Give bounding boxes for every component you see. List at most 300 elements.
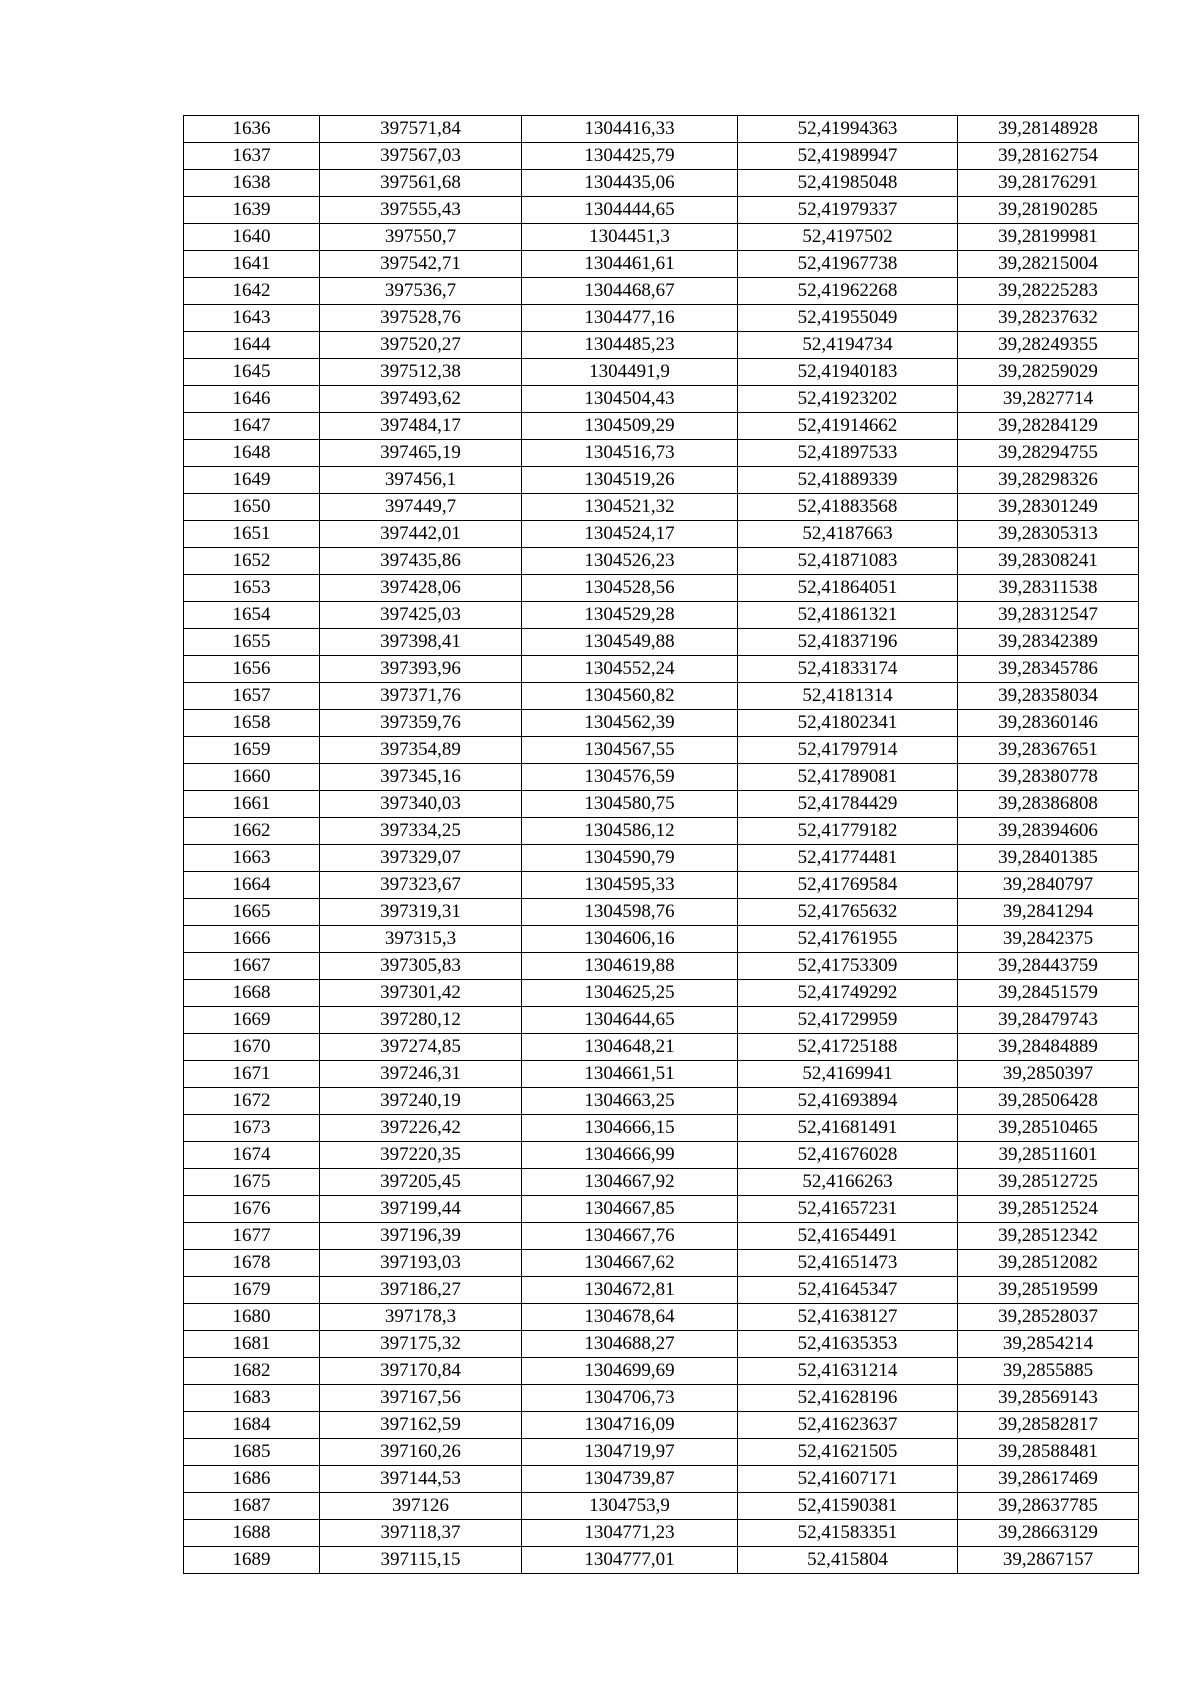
longitude-cell: 39,28637785 [958,1493,1139,1520]
latitude-cell: 52,41638127 [738,1304,958,1331]
x-coordinate-cell: 397226,42 [320,1115,522,1142]
table-row [184,548,1139,575]
x-coordinate-cell: 397528,76 [320,305,522,332]
latitude-cell: 52,41864051 [738,575,958,602]
point-number-cell: 1678 [184,1250,320,1277]
y-coordinate-cell: 1304504,43 [522,386,738,413]
table-row [184,332,1139,359]
longitude-cell: 39,28360146 [958,710,1139,737]
y-coordinate-cell: 1304425,79 [522,143,738,170]
y-coordinate-cell: 1304435,06 [522,170,738,197]
point-number-cell: 1652 [184,548,320,575]
x-coordinate-cell: 397520,27 [320,332,522,359]
table-row [184,980,1139,1007]
coordinates-table [183,115,1139,1574]
table-row [184,1088,1139,1115]
x-coordinate-cell: 397354,89 [320,737,522,764]
table-row [184,1358,1139,1385]
latitude-cell: 52,41761955 [738,926,958,953]
point-number-cell: 1646 [184,386,320,413]
x-coordinate-cell: 397315,3 [320,926,522,953]
point-number-cell: 1674 [184,1142,320,1169]
longitude-cell: 39,28380778 [958,764,1139,791]
longitude-cell: 39,28528037 [958,1304,1139,1331]
table-row [184,845,1139,872]
y-coordinate-cell: 1304771,23 [522,1520,738,1547]
y-coordinate-cell: 1304485,23 [522,332,738,359]
y-coordinate-cell: 1304451,3 [522,224,738,251]
longitude-cell: 39,28512342 [958,1223,1139,1250]
point-number-cell: 1682 [184,1358,320,1385]
longitude-cell: 39,28401385 [958,845,1139,872]
x-coordinate-cell: 397175,32 [320,1331,522,1358]
point-number-cell: 1648 [184,440,320,467]
longitude-cell: 39,28190285 [958,197,1139,224]
x-coordinate-cell: 397555,43 [320,197,522,224]
latitude-cell: 52,4187663 [738,521,958,548]
longitude-cell: 39,2854214 [958,1331,1139,1358]
longitude-cell: 39,28308241 [958,548,1139,575]
point-number-cell: 1672 [184,1088,320,1115]
y-coordinate-cell: 1304667,85 [522,1196,738,1223]
x-coordinate-cell: 397329,07 [320,845,522,872]
point-number-cell: 1656 [184,656,320,683]
table-row [184,1034,1139,1061]
latitude-cell: 52,41779182 [738,818,958,845]
table-row [184,1385,1139,1412]
point-number-cell: 1687 [184,1493,320,1520]
longitude-cell: 39,28512725 [958,1169,1139,1196]
y-coordinate-cell: 1304606,16 [522,926,738,953]
longitude-cell: 39,28367651 [958,737,1139,764]
table-row [184,143,1139,170]
x-coordinate-cell: 397393,96 [320,656,522,683]
latitude-cell: 52,41681491 [738,1115,958,1142]
latitude-cell: 52,41889339 [738,467,958,494]
point-number-cell: 1658 [184,710,320,737]
latitude-cell: 52,41985048 [738,170,958,197]
latitude-cell: 52,41962268 [738,278,958,305]
table-row [184,1520,1139,1547]
table-row [184,1196,1139,1223]
table-row [184,1007,1139,1034]
point-number-cell: 1640 [184,224,320,251]
x-coordinate-cell: 397465,19 [320,440,522,467]
point-number-cell: 1686 [184,1466,320,1493]
x-coordinate-cell: 397196,39 [320,1223,522,1250]
y-coordinate-cell: 1304521,32 [522,494,738,521]
longitude-cell: 39,28617469 [958,1466,1139,1493]
table-row [184,1439,1139,1466]
table-row [184,1223,1139,1250]
longitude-cell: 39,28519599 [958,1277,1139,1304]
table-row [184,1115,1139,1142]
y-coordinate-cell: 1304625,25 [522,980,738,1007]
x-coordinate-cell: 397246,31 [320,1061,522,1088]
table-row [184,278,1139,305]
x-coordinate-cell: 397371,76 [320,683,522,710]
table-row [184,359,1139,386]
y-coordinate-cell: 1304567,55 [522,737,738,764]
table-row [184,224,1139,251]
point-number-cell: 1664 [184,872,320,899]
x-coordinate-cell: 397456,1 [320,467,522,494]
y-coordinate-cell: 1304416,33 [522,116,738,143]
latitude-cell: 52,41797914 [738,737,958,764]
latitude-cell: 52,41989947 [738,143,958,170]
latitude-cell: 52,41676028 [738,1142,958,1169]
longitude-cell: 39,28451579 [958,980,1139,1007]
longitude-cell: 39,2840797 [958,872,1139,899]
x-coordinate-cell: 397571,84 [320,116,522,143]
x-coordinate-cell: 397115,15 [320,1547,522,1574]
longitude-cell: 39,28386808 [958,791,1139,818]
point-number-cell: 1638 [184,170,320,197]
x-coordinate-cell: 397220,35 [320,1142,522,1169]
y-coordinate-cell: 1304699,69 [522,1358,738,1385]
y-coordinate-cell: 1304672,81 [522,1277,738,1304]
table-row [184,494,1139,521]
longitude-cell: 39,28342389 [958,629,1139,656]
y-coordinate-cell: 1304688,27 [522,1331,738,1358]
table-row [184,818,1139,845]
y-coordinate-cell: 1304586,12 [522,818,738,845]
x-coordinate-cell: 397280,12 [320,1007,522,1034]
point-number-cell: 1676 [184,1196,320,1223]
table-row [184,386,1139,413]
y-coordinate-cell: 1304667,76 [522,1223,738,1250]
latitude-cell: 52,41583351 [738,1520,958,1547]
table-row [184,413,1139,440]
point-number-cell: 1659 [184,737,320,764]
longitude-cell: 39,28176291 [958,170,1139,197]
y-coordinate-cell: 1304519,26 [522,467,738,494]
table-row [184,440,1139,467]
latitude-cell: 52,41607171 [738,1466,958,1493]
table-row [184,1061,1139,1088]
longitude-cell: 39,28162754 [958,143,1139,170]
point-number-cell: 1689 [184,1547,320,1574]
table-row [184,170,1139,197]
coordinates-table-body [184,116,1139,1574]
longitude-cell: 39,28510465 [958,1115,1139,1142]
x-coordinate-cell: 397340,03 [320,791,522,818]
longitude-cell: 39,28284129 [958,413,1139,440]
table-row [184,737,1139,764]
y-coordinate-cell: 1304509,29 [522,413,738,440]
latitude-cell: 52,4169941 [738,1061,958,1088]
y-coordinate-cell: 1304595,33 [522,872,738,899]
latitude-cell: 52,41590381 [738,1493,958,1520]
y-coordinate-cell: 1304666,99 [522,1142,738,1169]
point-number-cell: 1667 [184,953,320,980]
table-row [184,1412,1139,1439]
y-coordinate-cell: 1304529,28 [522,602,738,629]
point-number-cell: 1661 [184,791,320,818]
x-coordinate-cell: 397428,06 [320,575,522,602]
table-row [184,899,1139,926]
point-number-cell: 1670 [184,1034,320,1061]
longitude-cell: 39,2842375 [958,926,1139,953]
y-coordinate-cell: 1304552,24 [522,656,738,683]
table-row [184,1547,1139,1574]
point-number-cell: 1649 [184,467,320,494]
longitude-cell: 39,28512082 [958,1250,1139,1277]
y-coordinate-cell: 1304477,16 [522,305,738,332]
y-coordinate-cell: 1304528,56 [522,575,738,602]
latitude-cell: 52,41651473 [738,1250,958,1277]
latitude-cell: 52,41955049 [738,305,958,332]
point-number-cell: 1663 [184,845,320,872]
latitude-cell: 52,41628196 [738,1385,958,1412]
y-coordinate-cell: 1304598,76 [522,899,738,926]
x-coordinate-cell: 397319,31 [320,899,522,926]
x-coordinate-cell: 397126 [320,1493,522,1520]
longitude-cell: 39,28479743 [958,1007,1139,1034]
longitude-cell: 39,28305313 [958,521,1139,548]
point-number-cell: 1642 [184,278,320,305]
table-row [184,656,1139,683]
latitude-cell: 52,41923202 [738,386,958,413]
longitude-cell: 39,28663129 [958,1520,1139,1547]
latitude-cell: 52,41631214 [738,1358,958,1385]
latitude-cell: 52,4197502 [738,224,958,251]
y-coordinate-cell: 1304444,65 [522,197,738,224]
x-coordinate-cell: 397449,7 [320,494,522,521]
x-coordinate-cell: 397512,38 [320,359,522,386]
y-coordinate-cell: 1304580,75 [522,791,738,818]
point-number-cell: 1637 [184,143,320,170]
longitude-cell: 39,2841294 [958,899,1139,926]
latitude-cell: 52,41621505 [738,1439,958,1466]
y-coordinate-cell: 1304716,09 [522,1412,738,1439]
latitude-cell: 52,41769584 [738,872,958,899]
longitude-cell: 39,28312547 [958,602,1139,629]
point-number-cell: 1639 [184,197,320,224]
point-number-cell: 1643 [184,305,320,332]
point-number-cell: 1666 [184,926,320,953]
y-coordinate-cell: 1304524,17 [522,521,738,548]
longitude-cell: 39,28294755 [958,440,1139,467]
latitude-cell: 52,41635353 [738,1331,958,1358]
table-row [184,197,1139,224]
x-coordinate-cell: 397425,03 [320,602,522,629]
longitude-cell: 39,28512524 [958,1196,1139,1223]
table-row [184,305,1139,332]
y-coordinate-cell: 1304461,61 [522,251,738,278]
x-coordinate-cell: 397144,53 [320,1466,522,1493]
y-coordinate-cell: 1304663,25 [522,1088,738,1115]
x-coordinate-cell: 397199,44 [320,1196,522,1223]
x-coordinate-cell: 397240,19 [320,1088,522,1115]
point-number-cell: 1665 [184,899,320,926]
latitude-cell: 52,4166263 [738,1169,958,1196]
point-number-cell: 1654 [184,602,320,629]
point-number-cell: 1657 [184,683,320,710]
point-number-cell: 1645 [184,359,320,386]
table-row [184,467,1139,494]
x-coordinate-cell: 397323,67 [320,872,522,899]
table-row [184,1250,1139,1277]
point-number-cell: 1688 [184,1520,320,1547]
x-coordinate-cell: 397536,7 [320,278,522,305]
latitude-cell: 52,41833174 [738,656,958,683]
table-row [184,926,1139,953]
y-coordinate-cell: 1304644,65 [522,1007,738,1034]
table-row [184,575,1139,602]
point-number-cell: 1647 [184,413,320,440]
x-coordinate-cell: 397170,84 [320,1358,522,1385]
latitude-cell: 52,41871083 [738,548,958,575]
longitude-cell: 39,28484889 [958,1034,1139,1061]
latitude-cell: 52,415804 [738,1547,958,1574]
point-number-cell: 1675 [184,1169,320,1196]
x-coordinate-cell: 397193,03 [320,1250,522,1277]
y-coordinate-cell: 1304661,51 [522,1061,738,1088]
longitude-cell: 39,28506428 [958,1088,1139,1115]
x-coordinate-cell: 397205,45 [320,1169,522,1196]
point-number-cell: 1651 [184,521,320,548]
table-row [184,1142,1139,1169]
table-row [184,953,1139,980]
point-number-cell: 1655 [184,629,320,656]
table-row [184,1493,1139,1520]
y-coordinate-cell: 1304719,97 [522,1439,738,1466]
point-number-cell: 1673 [184,1115,320,1142]
point-number-cell: 1644 [184,332,320,359]
point-number-cell: 1680 [184,1304,320,1331]
table-row [184,1277,1139,1304]
longitude-cell: 39,28148928 [958,116,1139,143]
latitude-cell: 52,4194734 [738,332,958,359]
table-row [184,764,1139,791]
latitude-cell: 52,41645347 [738,1277,958,1304]
table-row [184,251,1139,278]
point-number-cell: 1641 [184,251,320,278]
longitude-cell: 39,28569143 [958,1385,1139,1412]
y-coordinate-cell: 1304491,9 [522,359,738,386]
latitude-cell: 52,41753309 [738,953,958,980]
x-coordinate-cell: 397334,25 [320,818,522,845]
longitude-cell: 39,28582817 [958,1412,1139,1439]
longitude-cell: 39,28588481 [958,1439,1139,1466]
latitude-cell: 52,41802341 [738,710,958,737]
y-coordinate-cell: 1304739,87 [522,1466,738,1493]
longitude-cell: 39,28345786 [958,656,1139,683]
y-coordinate-cell: 1304576,59 [522,764,738,791]
longitude-cell: 39,28511601 [958,1142,1139,1169]
x-coordinate-cell: 397435,86 [320,548,522,575]
longitude-cell: 39,28237632 [958,305,1139,332]
longitude-cell: 39,28259029 [958,359,1139,386]
table-row [184,1169,1139,1196]
x-coordinate-cell: 397118,37 [320,1520,522,1547]
longitude-cell: 39,28443759 [958,953,1139,980]
y-coordinate-cell: 1304678,64 [522,1304,738,1331]
y-coordinate-cell: 1304667,92 [522,1169,738,1196]
x-coordinate-cell: 397305,83 [320,953,522,980]
longitude-cell: 39,28199981 [958,224,1139,251]
x-coordinate-cell: 397274,85 [320,1034,522,1061]
latitude-cell: 52,41693894 [738,1088,958,1115]
latitude-cell: 52,41729959 [738,1007,958,1034]
latitude-cell: 52,41897533 [738,440,958,467]
x-coordinate-cell: 397442,01 [320,521,522,548]
x-coordinate-cell: 397484,17 [320,413,522,440]
longitude-cell: 39,2827714 [958,386,1139,413]
y-coordinate-cell: 1304753,9 [522,1493,738,1520]
latitude-cell: 52,4181314 [738,683,958,710]
longitude-cell: 39,28311538 [958,575,1139,602]
longitude-cell: 39,28215004 [958,251,1139,278]
y-coordinate-cell: 1304706,73 [522,1385,738,1412]
longitude-cell: 39,2867157 [958,1547,1139,1574]
longitude-cell: 39,28301249 [958,494,1139,521]
latitude-cell: 52,41914662 [738,413,958,440]
table-row [184,629,1139,656]
latitude-cell: 52,41861321 [738,602,958,629]
y-coordinate-cell: 1304562,39 [522,710,738,737]
latitude-cell: 52,41774481 [738,845,958,872]
table-row [184,791,1139,818]
x-coordinate-cell: 397301,42 [320,980,522,1007]
latitude-cell: 52,41657231 [738,1196,958,1223]
x-coordinate-cell: 397550,7 [320,224,522,251]
x-coordinate-cell: 397561,68 [320,170,522,197]
point-number-cell: 1677 [184,1223,320,1250]
latitude-cell: 52,41940183 [738,359,958,386]
x-coordinate-cell: 397167,56 [320,1385,522,1412]
longitude-cell: 39,28298326 [958,467,1139,494]
latitude-cell: 52,41749292 [738,980,958,1007]
table-row [184,1466,1139,1493]
latitude-cell: 52,41789081 [738,764,958,791]
table-row [184,521,1139,548]
x-coordinate-cell: 397162,59 [320,1412,522,1439]
table-row [184,872,1139,899]
x-coordinate-cell: 397160,26 [320,1439,522,1466]
y-coordinate-cell: 1304590,79 [522,845,738,872]
latitude-cell: 52,41623637 [738,1412,958,1439]
point-number-cell: 1679 [184,1277,320,1304]
longitude-cell: 39,28394606 [958,818,1139,845]
point-number-cell: 1681 [184,1331,320,1358]
point-number-cell: 1650 [184,494,320,521]
table-row [184,602,1139,629]
x-coordinate-cell: 397345,16 [320,764,522,791]
point-number-cell: 1660 [184,764,320,791]
y-coordinate-cell: 1304777,01 [522,1547,738,1574]
point-number-cell: 1653 [184,575,320,602]
point-number-cell: 1662 [184,818,320,845]
latitude-cell: 52,41967738 [738,251,958,278]
longitude-cell: 39,28358034 [958,683,1139,710]
point-number-cell: 1671 [184,1061,320,1088]
latitude-cell: 52,41654491 [738,1223,958,1250]
latitude-cell: 52,41883568 [738,494,958,521]
latitude-cell: 52,41994363 [738,116,958,143]
y-coordinate-cell: 1304526,23 [522,548,738,575]
longitude-cell: 39,2850397 [958,1061,1139,1088]
longitude-cell: 39,28225283 [958,278,1139,305]
point-number-cell: 1669 [184,1007,320,1034]
latitude-cell: 52,41837196 [738,629,958,656]
point-number-cell: 1668 [184,980,320,1007]
table-row [184,1304,1139,1331]
longitude-cell: 39,28249355 [958,332,1139,359]
x-coordinate-cell: 397493,62 [320,386,522,413]
x-coordinate-cell: 397542,71 [320,251,522,278]
